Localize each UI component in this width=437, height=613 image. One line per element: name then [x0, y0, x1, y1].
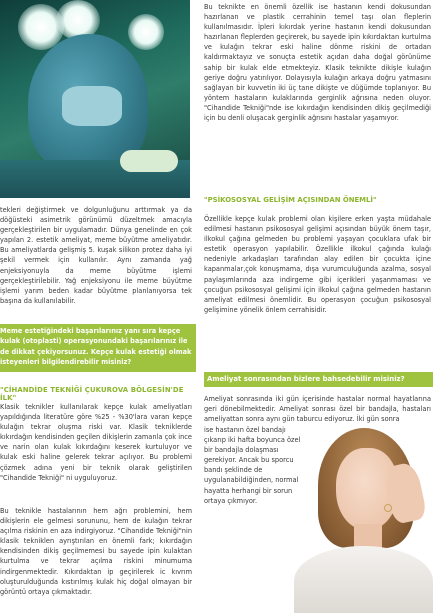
right-column: [204, 0, 433, 613]
right-paragraph-3: Ameliyat sonrasında iki gün içerisinde hastalar normal hayatlarına geri dönebilmektedir. Ameliyat sonrası özel bir bandajla, hastaları ameliyattan sonra aynı gün taburcu ediyoruz. İki gün sonra: [204, 395, 431, 424]
left-paragraph-3: Bu teknikle hastalarının hem ağrı problemini, hem dikişlerin ele gelmesi sorununu, hem de kulağın tekrar açılma riskinin en aza indirgiyoruz. "Cihandide Tekniği"nin klasik tekniklen ayrıştırılan en önemli fark; kıkırdağın kendisinden dikiş geçilmemesi bu sayede ipin kulaktan kurtulma ve tekrar açılma riskini minumuma indirgenmektedir. Kıkırdaktan ip geçirilerek ic kıvrım oluşturulduğunda kıstırılmış kulak hiç doğal olmayan bir görüntü ortaya çıkmaktadır.: [0, 507, 192, 596]
left-paragraph-2: Klasik teknikler kullanılarak kepçe kulak ameliyatları yapıldığında literatüre göre %25 - %30'lara varan kepçe kulağın tekrar oluşma riski var. Klasik tekniklerde kıkırdağın kendisinden geçilen dikişlerin zamanla çok ince ve narin olan kulak kıkırdağını keserek kurtuluyor ve kulak eski haline gelerek tekrar açılıyor. Bu problemi çözmek adına yeni bir teknik olarak geliştirilen "Cihandide Tekniği" ni uyguluyoruz.: [0, 403, 192, 482]
surgical-mask: [62, 86, 122, 126]
left-paragraph-1: tekleri değiştirmek ve dolgunluğunu arttırmak ya da döğüsteki asimetrik görünümü düzeltmek amacıyla gerçekleştirilen bir uygulamadır. Dünya genelinde en çok yapılan 2. estetik ameliyat, meme büyütme ameliyatıdır. Bu ameliyatlarda gelişmiş 5. kuşak silikon protez daha iyi şekil vermek için kullanılır. Aynı zamanda yağ enjeksiyonuyla da meme büyütme işlemi gerçekleştirilebilir. Yağ enjeksiyonu ile meme büyütme işlemi yarım beden kadar büyütme planlanıyorsa tek başına da kullanılabilir.: [0, 206, 192, 305]
woman-listening-photo: [284, 420, 433, 613]
question-bar: Ameliyat sonrasından bizlere bahsedebilir misiniz?: [204, 372, 433, 387]
surgery-photo: [0, 0, 190, 198]
highlight-question: Meme estetiğindeki başarılarınız yanı sıra kepçe kulak (otoplasti) operasyonundaki başarılarınız ile de dikkat çekiyorsunuz. Kepçe kulak estetiği olmak isteyenleri bilgilendirebilir misiniz?: [0, 324, 196, 372]
right-paragraph-4: ise hastanın özel bandajı çıkarıp iki hafta boyunca özel bir bandajla dolaşması gerekiyor. Ancak bu sporcu bandı şeklinde de uygulanabildiğinden, normal hayatta herhangi bir sorun ortaya çıkmıyor.: [204, 426, 301, 505]
earring: [384, 504, 392, 512]
right-paragraph-1: Bu teknikte en önemli özellik ise hastanın kendi dokusundan hazırlanan ve plastik cerrahinin temel taşı olan fleplerin kullanılmasıdır. İpleri kıkırdak yerine hastanın kendi dokusundan hazırlanan fleplerden geçirerek, bu sayede ipin kıkırdaktan kurtulma ve kulağın tekrar eski haline dönme riskini de ortadan kaldırmaktayız ve sonuçta estetik açıdan daha doğal görünüme sahip bir kulak elde etmekteyiz. Klasik teknikte dikişle kulağın geriye doğru yatırılıyor. Dolayısıyla kulağın arkaya doğru yatmasını sağlayan bir kuvvetin iki üç tane dikişte ve düğümde toplanıyor. Bu yöntem hastaların kulaklarında gerginlik ağrısına neden oluyor. "Cihandide Tekniği"nde ise kıkırdağın kendisinden dikiş geçilmediği için bu denli oluşacak gerginlik ağrısını hastalar yaşamıyor.: [204, 3, 431, 123]
sweater: [294, 546, 433, 613]
surgical-lamp: [128, 14, 164, 50]
left-column: [0, 0, 196, 613]
right-paragraph-2: Özellikle kepçe kulak problemi olan kişilere erken yaşta müdahale edilmesi hastanın psikososyal gelişimi açısından büyük önem taşır, ilkokul çağına gelmeden bu problemi yaşayan çocuklara ufak bir estetik operasyon yapılabilir. Özellikle ilkokul çağında kulağı nedeniyle arkadaşları tarafından alay edilen bir çocukta içine kapanmalar,çok konuşmama, dışa vurumculuğunda azalma, sosyal paylaşımlarında aza indirgeme gibi içerikleri yaşanmaması ve çocuğun psikososyal gelişimi için ilkokul çağına gelmeden hastanın ameliyat edilmesi önemlidir. Bu operasyon çocuğun psikososyal gelişimine yönelik önlem cerrahisidir.: [204, 215, 431, 314]
section-heading-cihandide: "CİHANDİDE TEKNİĞİ ÇUKUROVA BÖLGESİN'DE İLK": [0, 386, 184, 402]
surgical-glove: [120, 150, 178, 172]
section-heading-psikososyal: "PSİKOSOSYAL GELİŞİM AÇISINDAN ÖNEMLİ": [204, 196, 377, 204]
